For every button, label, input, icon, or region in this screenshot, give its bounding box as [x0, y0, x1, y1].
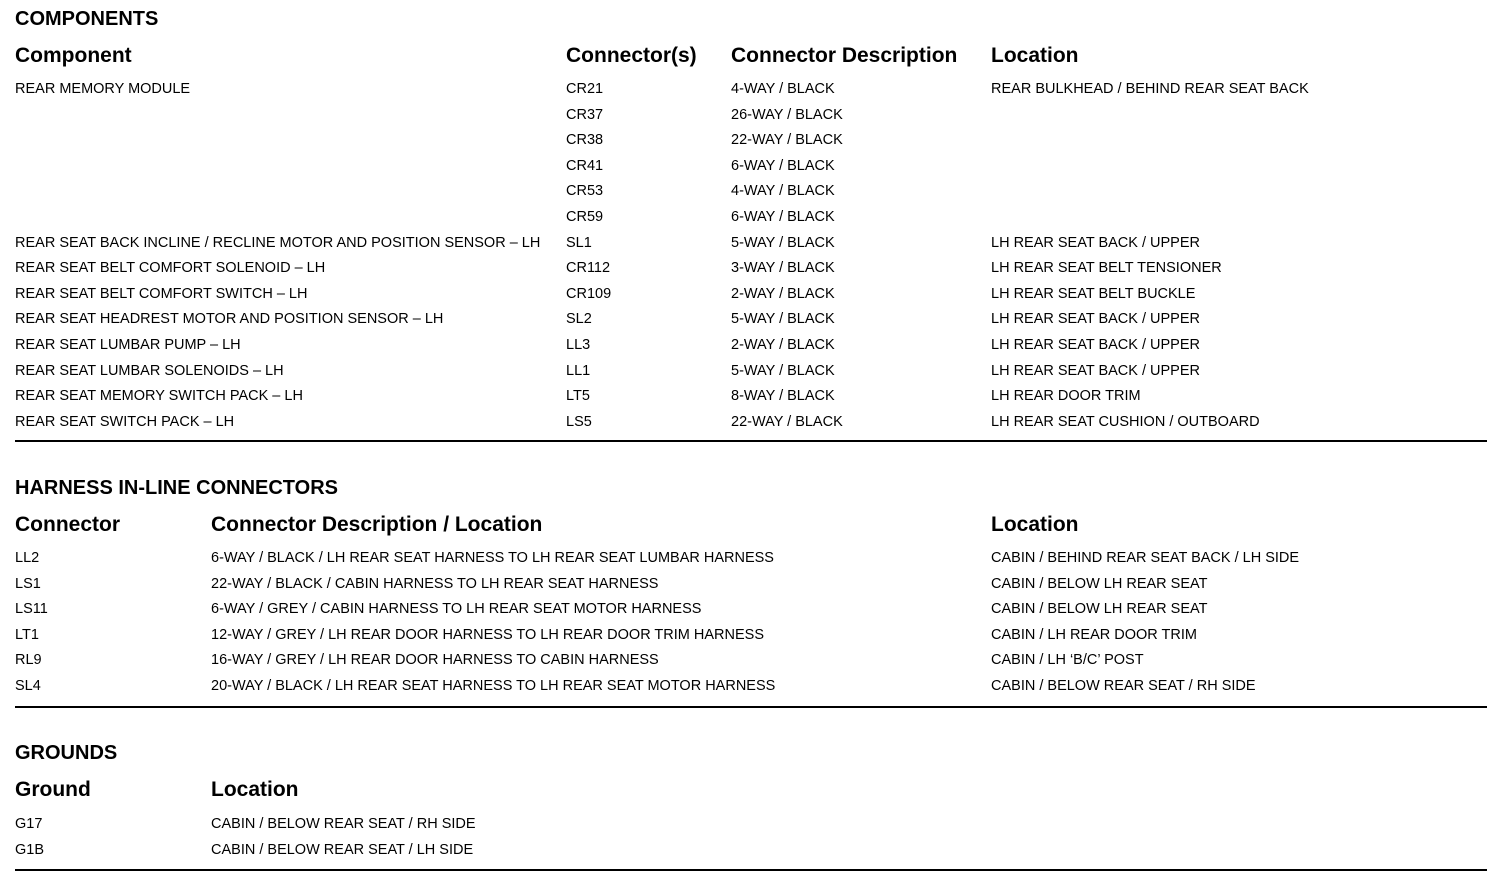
ground-location: CABIN / BELOW REAR SEAT / LH SIDE [211, 841, 474, 858]
connector-location: CABIN / BELOW LH REAR SEAT [991, 575, 1208, 592]
connector-location: CABIN / BEHIND REAR SEAT BACK / LH SIDE [991, 550, 1300, 566]
connector-id: CR109 [566, 285, 612, 302]
component-location: LH REAR DOOR TRIM [991, 388, 1141, 405]
connector-id: LT1 [15, 626, 39, 643]
connector-id: LS11 [15, 601, 48, 618]
connector-description: 5-WAY / BLACK [731, 311, 835, 328]
harness-divider [15, 706, 1487, 708]
connector-id: CR21 [566, 81, 604, 97]
grounds-section [15, 736, 1487, 876]
grounds-header-location: Location [211, 778, 299, 801]
connector-id: CR53 [566, 183, 604, 200]
harness-header-description-location: Connector Description / Location [211, 513, 543, 536]
components-header-location: Location [991, 44, 1079, 67]
connector-id: CR112 [566, 260, 611, 277]
connector-id: LL2 [15, 550, 40, 566]
connector-id: RL9 [15, 652, 42, 669]
grounds-title: GROUNDS [15, 742, 118, 764]
connector-description: 5-WAY / BLACK [731, 362, 835, 379]
component-name: REAR SEAT BELT COMFORT SWITCH – LH [15, 285, 308, 302]
connector-description: 5-WAY / BLACK [731, 234, 835, 251]
components-divider [15, 440, 1487, 442]
components-title: COMPONENTS [15, 8, 159, 30]
connector-description: 4-WAY / BLACK [731, 183, 835, 200]
connector-description-location: 6-WAY / GREY / CABIN HARNESS TO LH REAR SEAT MOTOR HARNESS [211, 601, 702, 618]
connector-id: LL3 [566, 337, 591, 353]
connector-description: 8-WAY / BLACK [731, 388, 835, 405]
component-name: REAR SEAT BACK INCLINE / RECLINE MOTOR AND POSITION SENSOR – LH [15, 234, 541, 251]
connector-description: 4-WAY / BLACK [731, 81, 835, 97]
connector-description: 6-WAY / BLACK [731, 157, 835, 174]
component-name: REAR SEAT BELT COMFORT SOLENOID – LH [15, 260, 326, 277]
connector-location: CABIN / BELOW LH REAR SEAT [991, 601, 1208, 618]
connector-location: CABIN / BELOW REAR SEAT / RH SIDE [991, 678, 1256, 694]
component-name: REAR SEAT MEMORY SWITCH PACK – LH [15, 388, 303, 405]
component-location: LH REAR SEAT BELT TENSIONER [991, 260, 1222, 277]
component-name: REAR SEAT LUMBAR SOLENOIDS – LH [15, 362, 284, 379]
connector-description: 22-WAY / BLACK [731, 413, 843, 430]
component-name: REAR SEAT HEADREST MOTOR AND POSITION SENSOR – LH [15, 311, 444, 328]
connector-id: LL1 [566, 362, 591, 379]
connector-id: SL2 [566, 311, 592, 328]
connector-id: CR59 [566, 209, 604, 225]
component-location: LH REAR SEAT BELT BUCKLE [991, 285, 1196, 302]
harness-header-connector: Connector [15, 513, 120, 536]
ground-id: G1B [15, 841, 45, 858]
connector-description-location: 6-WAY / BLACK / LH REAR SEAT HARNESS TO LH REAR SEAT LUMBAR HARNESS [211, 550, 774, 566]
grounds-header-ground: Ground [15, 778, 91, 801]
connector-id: LT5 [566, 388, 590, 405]
components-section [15, 0, 1487, 445]
components-header-connectors: Connector(s) [566, 44, 697, 67]
connector-description-location: 16-WAY / GREY / LH REAR DOOR HARNESS TO CABIN HARNESS [211, 652, 659, 669]
connector-id: LS1 [15, 575, 41, 592]
connector-id: SL1 [566, 234, 592, 251]
component-name: REAR SEAT LUMBAR PUMP – LH [15, 337, 241, 353]
component-location: LH REAR SEAT BACK / UPPER [991, 337, 1200, 353]
harness-header-location: Location [991, 513, 1079, 536]
connector-description: 2-WAY / BLACK [731, 285, 835, 302]
harness-title: HARNESS IN-LINE CONNECTORS [15, 477, 338, 499]
ground-location: CABIN / BELOW REAR SEAT / RH SIDE [211, 816, 476, 832]
connector-description-location: 22-WAY / BLACK / CABIN HARNESS TO LH REAR SEAT HARNESS [211, 575, 659, 592]
component-name: REAR MEMORY MODULE [15, 81, 191, 97]
components-header-component: Component [15, 44, 132, 67]
connector-description: 3-WAY / BLACK [731, 260, 835, 277]
component-location: LH REAR SEAT BACK / UPPER [991, 311, 1200, 328]
harness-section [15, 470, 1487, 710]
connector-id: LS5 [566, 413, 592, 430]
connector-location: CABIN / LH ‘B/C’ POST [991, 652, 1144, 669]
component-location: LH REAR SEAT CUSHION / OUTBOARD [991, 413, 1260, 430]
grounds-divider [15, 869, 1487, 871]
component-location: LH REAR SEAT BACK / UPPER [991, 362, 1200, 379]
ground-id: G17 [15, 816, 43, 832]
connector-description: 2-WAY / BLACK [731, 337, 835, 353]
connector-description: 22-WAY / BLACK [731, 132, 843, 149]
components-header-connector-description: Connector Description [731, 44, 958, 67]
connector-id: CR38 [566, 132, 604, 149]
connector-id: CR37 [566, 106, 604, 123]
connector-id: SL4 [15, 678, 41, 694]
connector-description: 6-WAY / BLACK [731, 209, 835, 225]
component-name: REAR SEAT SWITCH PACK – LH [15, 413, 235, 430]
connector-id: CR41 [566, 157, 604, 174]
component-location: LH REAR SEAT BACK / UPPER [991, 234, 1200, 251]
connector-description-location: 20-WAY / BLACK / LH REAR SEAT HARNESS TO LH REAR SEAT MOTOR HARNESS [211, 678, 776, 694]
connector-description-location: 12-WAY / GREY / LH REAR DOOR HARNESS TO LH REAR DOOR TRIM HARNESS [211, 626, 764, 643]
connector-location: CABIN / LH REAR DOOR TRIM [991, 626, 1197, 643]
connector-description: 26-WAY / BLACK [731, 106, 843, 123]
component-location: REAR BULKHEAD / BEHIND REAR SEAT BACK [991, 81, 1309, 97]
